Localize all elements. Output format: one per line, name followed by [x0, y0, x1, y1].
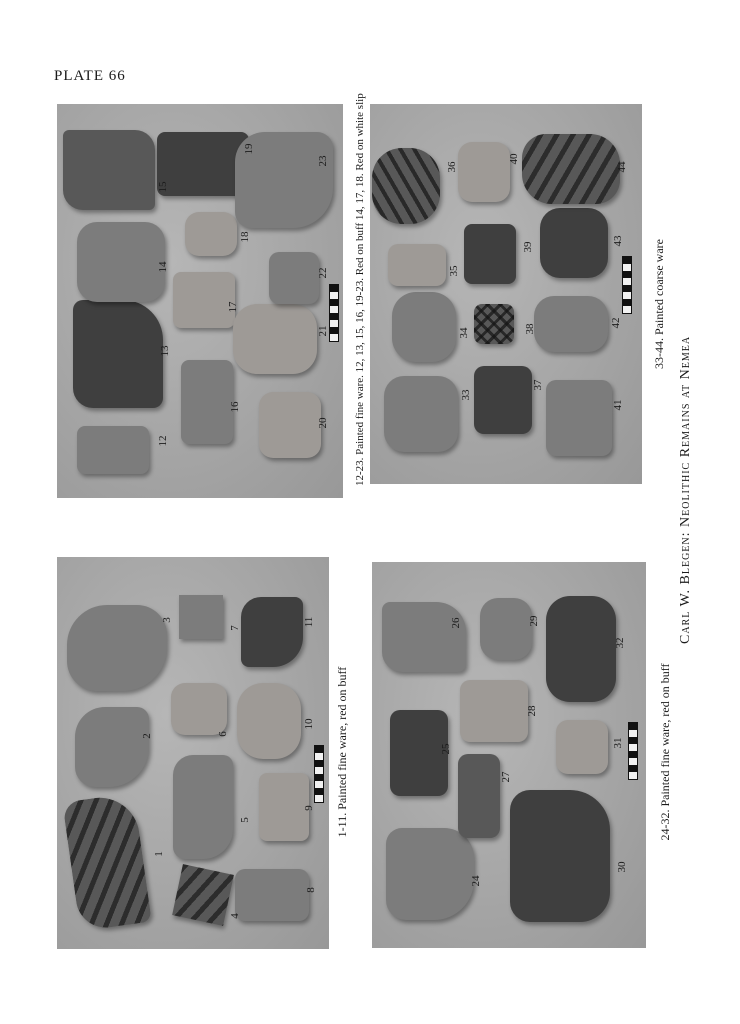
sherd-number: 34 [458, 327, 470, 339]
sherd-39 [464, 224, 516, 284]
sherd-4 [172, 864, 234, 926]
author-line: Carl W. Blegen: Neolithic Remains at Nemea [678, 335, 693, 644]
sherd-22 [269, 252, 319, 304]
scale-bar [628, 722, 638, 780]
sherd-31 [556, 720, 608, 774]
sherd-number: 36 [446, 161, 458, 173]
sherd-18 [185, 212, 237, 256]
sherd-number: 27 [500, 771, 512, 783]
sherd-number: 38 [524, 323, 536, 335]
sherd-28 [460, 680, 528, 742]
sherd-number: 4 [229, 913, 241, 919]
sherd-number: 43 [612, 235, 624, 247]
sherd-number: 8 [305, 887, 317, 893]
sherd-37 [474, 366, 532, 434]
sherd-44 [522, 134, 620, 204]
sherd-12 [77, 426, 149, 474]
caption-12-23: 12-23. Painted fine ware. 12, 13, 15, 16, 19-23. Red on buff 14, 17, 18. Red on white slip [354, 93, 366, 486]
sherd-15 [63, 130, 155, 210]
sherd-number: 10 [303, 718, 315, 730]
sherd-number: 3 [161, 617, 173, 623]
sherd-number: 26 [450, 617, 462, 629]
sherd-33 [384, 376, 458, 452]
sherd-number: 44 [616, 161, 628, 173]
sherd-number: 14 [157, 261, 169, 273]
sherd-34 [392, 292, 456, 362]
sherd-number: 15 [157, 181, 169, 193]
sherd-number: 9 [303, 805, 315, 811]
sherd-number: 12 [157, 435, 169, 447]
sherd-number: 11 [303, 616, 315, 628]
sherd-5 [173, 755, 233, 859]
sherd-43 [540, 208, 608, 278]
sherd-number: 32 [614, 637, 626, 649]
sherd-number: 30 [616, 861, 628, 873]
sherd-3 [67, 605, 167, 691]
sherd-number: 22 [317, 267, 329, 279]
sherd-number: 33 [460, 389, 472, 401]
sherd-32 [546, 596, 616, 702]
caption-33-44: 33-44. Painted coarse ware [652, 239, 666, 369]
sherd-35 [388, 244, 446, 286]
sherd-number: 42 [610, 317, 622, 329]
sherd-number: 1 [153, 851, 165, 857]
sherd-number: 35 [448, 265, 460, 277]
sherd-number: 40 [508, 153, 520, 165]
sherd-42 [534, 296, 608, 352]
sherd-number: 20 [317, 417, 329, 429]
caption-24-32: 24-32. Painted fine ware, red on buff [658, 663, 672, 841]
sherd-16 [181, 360, 233, 444]
sherd-21 [233, 304, 317, 374]
sherd-11 [241, 597, 303, 667]
sherd-30 [510, 790, 610, 922]
sherd-number: 29 [528, 615, 540, 627]
plate-title: PLATE 66 [54, 68, 126, 84]
sherd-number: 28 [526, 705, 538, 717]
sherd-13 [73, 300, 163, 408]
sherd-7 [179, 595, 223, 639]
photo-panel-33-44 [370, 104, 642, 484]
sherd-1 [62, 793, 151, 932]
photo-panel-12-23 [57, 104, 343, 498]
sherd-number: 19 [243, 143, 255, 155]
sherd-number: 6 [217, 731, 229, 737]
sherd-14 [77, 222, 165, 302]
sherd-40 [458, 142, 510, 202]
sherd-number: 25 [440, 743, 452, 755]
sherd-number: 7 [229, 625, 241, 631]
sherd-29 [480, 598, 532, 660]
sherd-number: 21 [317, 325, 329, 337]
photo-panel-24-32 [372, 562, 646, 948]
sherd-number: 18 [239, 231, 251, 243]
sherd-number: 39 [522, 241, 534, 253]
scale-bar [314, 745, 324, 803]
sherd-number: 5 [239, 817, 251, 823]
sherd-number: 16 [229, 401, 241, 413]
sherd-24 [386, 828, 474, 920]
photo-panel-1-11 [57, 557, 329, 949]
scale-bar [329, 284, 339, 342]
sherd-8 [235, 869, 309, 921]
sherd-27 [458, 754, 500, 838]
sherd-number: 31 [612, 737, 624, 749]
sherd-number: 23 [317, 155, 329, 167]
sherd-number: 41 [612, 399, 624, 411]
scale-bar [622, 256, 632, 314]
sherd-10 [237, 683, 301, 759]
sherd-20 [259, 392, 321, 458]
sherd-number: 13 [159, 345, 171, 357]
sherd-41 [546, 380, 612, 456]
sherd-38 [474, 304, 514, 344]
sherd-number: 17 [227, 301, 239, 313]
sherd-number: 2 [141, 733, 153, 739]
sherd-36 [372, 148, 440, 224]
sherd-number: 24 [470, 875, 482, 887]
sherd-number: 37 [532, 379, 544, 391]
caption-1-11: 1-11. Painted fine ware, red on buff [335, 666, 349, 838]
sherd-2 [75, 707, 149, 787]
